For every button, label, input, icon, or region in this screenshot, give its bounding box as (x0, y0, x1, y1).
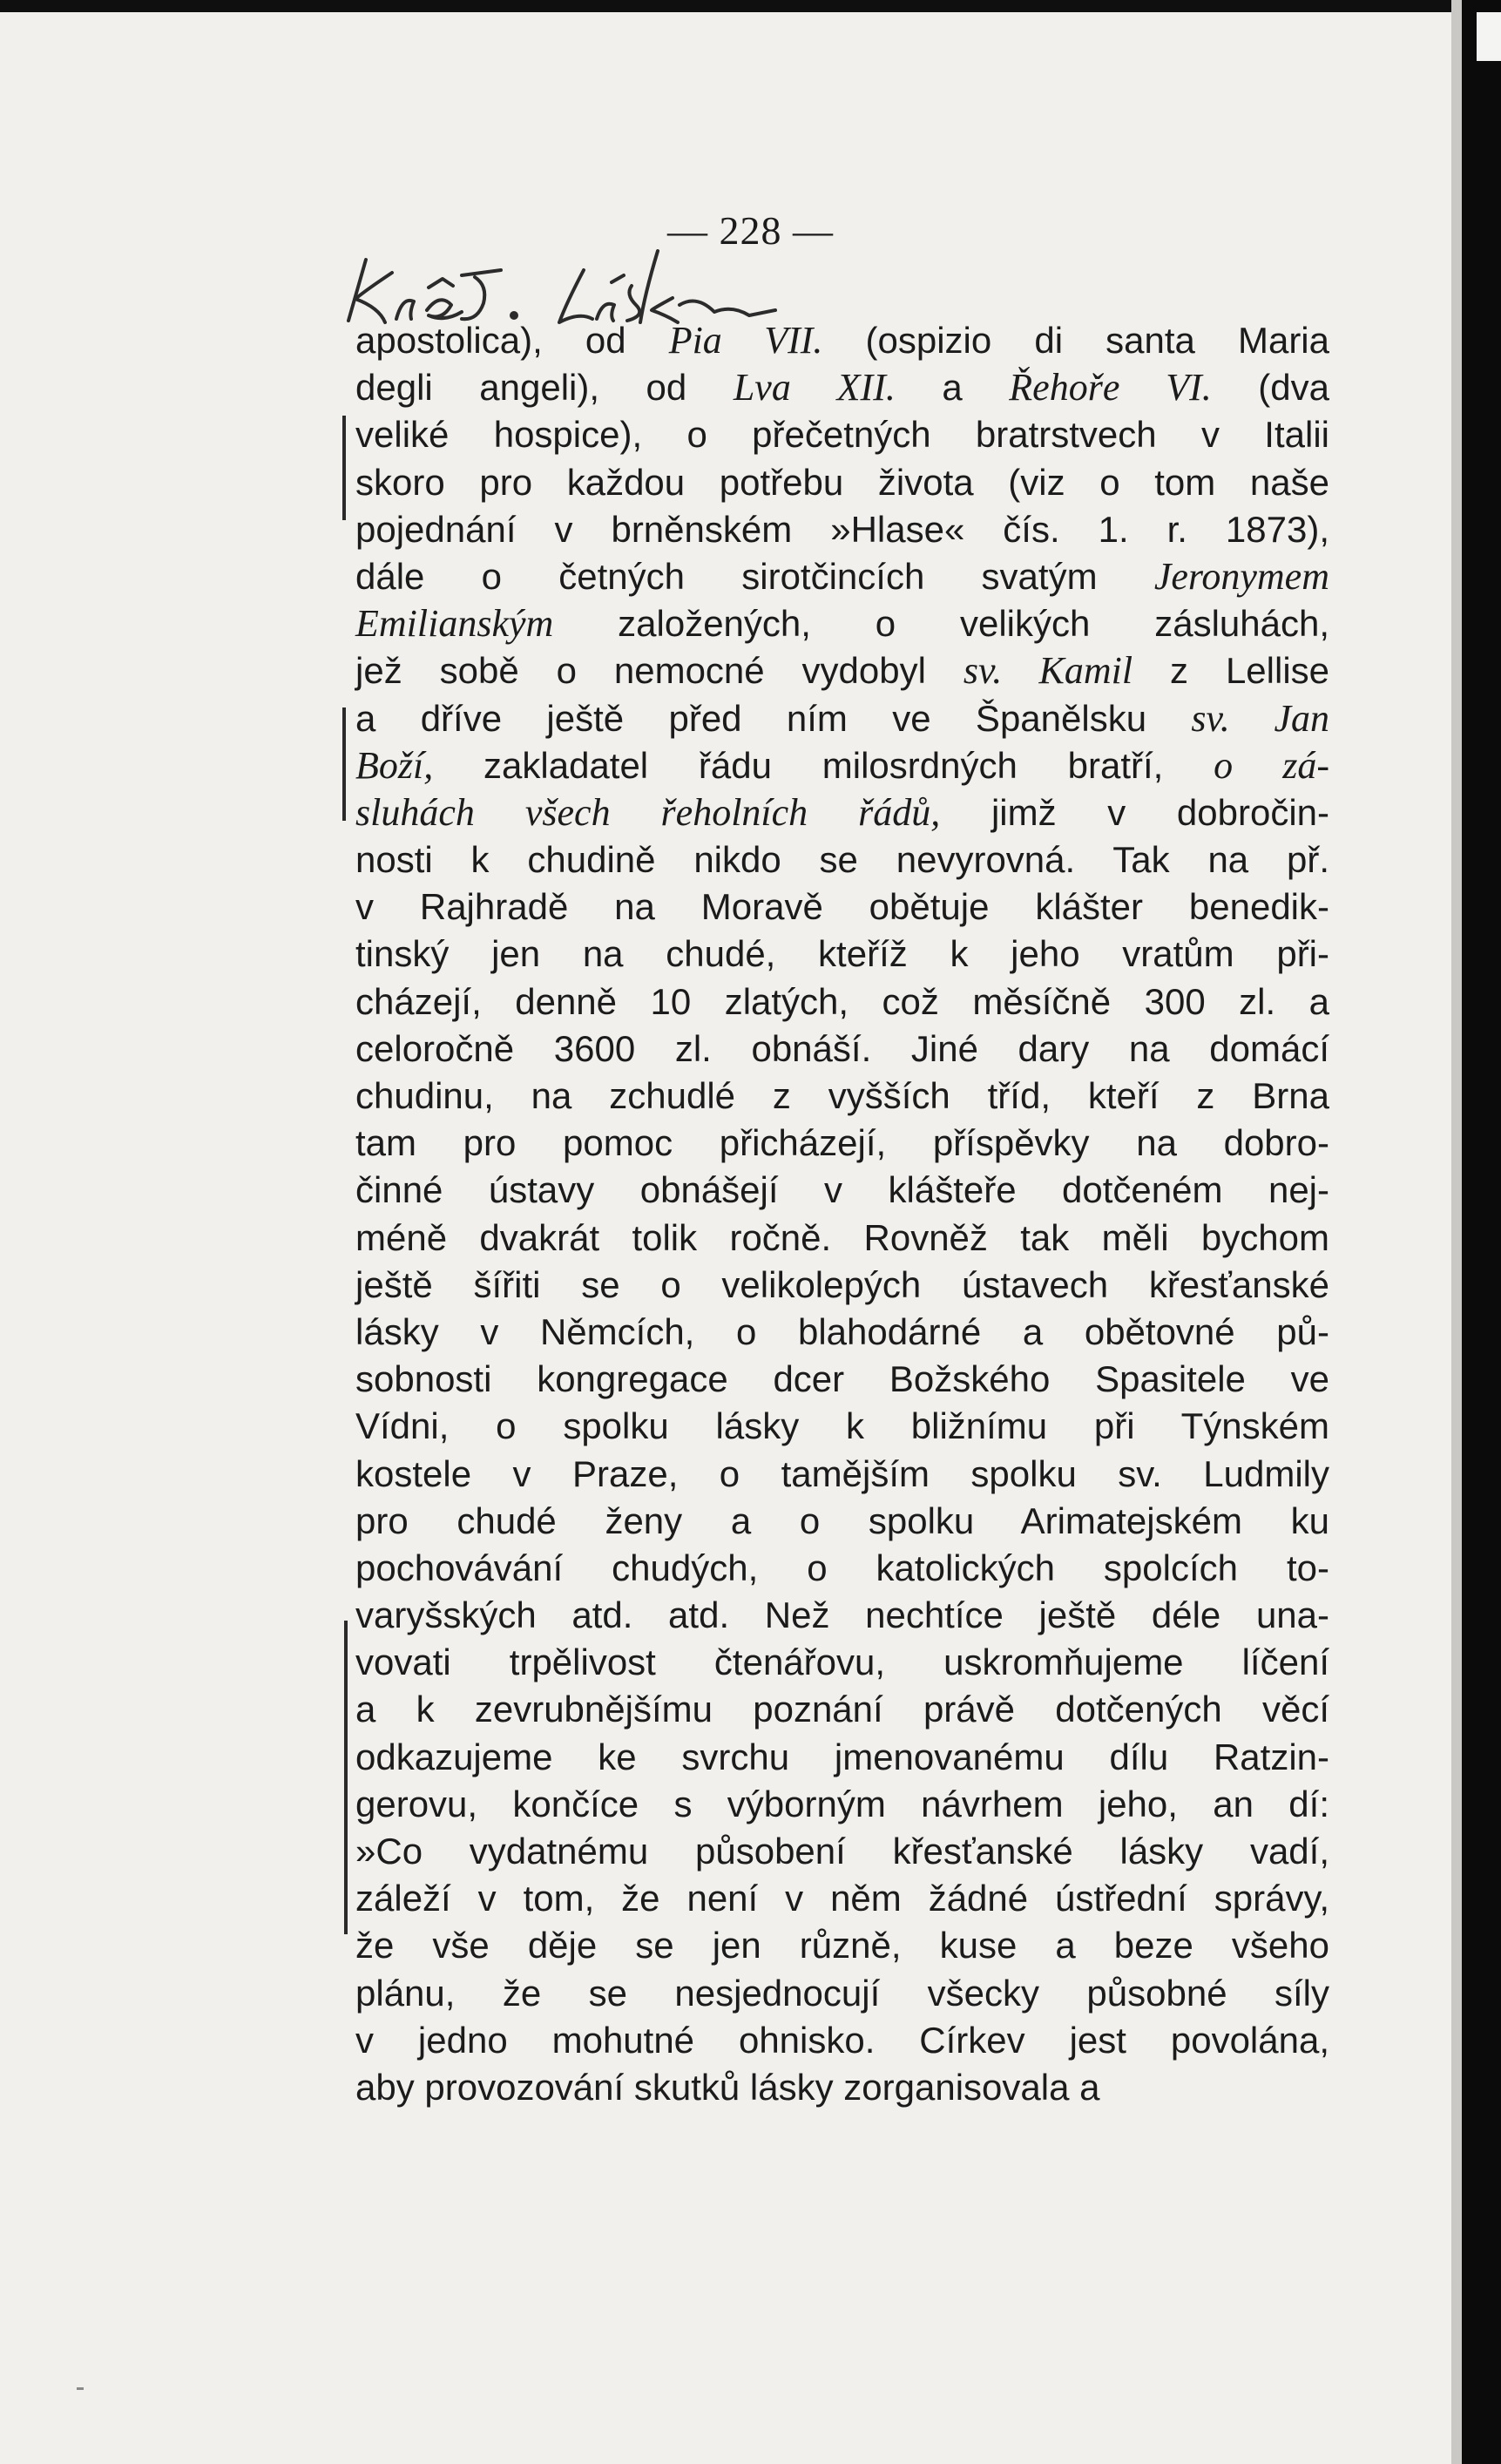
text-line (355, 1120, 1329, 1167)
margin-mark-3 (344, 1621, 348, 1934)
text-segment: méně dvakrát tolik ročně. Rovněž tak měli bychom (355, 1216, 1329, 1258)
text-line (355, 459, 1329, 506)
text-segment: pro chudé ženy a o spolku Arimatejském ku (355, 1499, 1329, 1541)
text-line (355, 1545, 1329, 1592)
scan-corner (1477, 12, 1501, 61)
italic-segment: Pia VII. (668, 319, 823, 362)
text-line (355, 1403, 1329, 1450)
text-segment: pochovávání chudých, o katolických spolcích to- (355, 1547, 1329, 1588)
italic-segment: sv. Kamil (963, 649, 1133, 693)
text-line (355, 789, 1329, 836)
scan-border-top (0, 0, 1501, 12)
pencil-mark (77, 2387, 84, 2390)
text-segment: nosti k chudině nikdo se nevyrovná. Tak na př. (355, 839, 1329, 881)
text-segment: založených, o velikých zásluhách, (553, 603, 1329, 645)
page-number: — 228 — (667, 208, 834, 253)
italic-segment: Emilianským (355, 602, 554, 646)
text-line (355, 411, 1329, 458)
italic-segment: Řehoře VI. (1009, 366, 1212, 410)
italic-segment: Boží, (355, 743, 434, 787)
text-line (355, 1498, 1329, 1545)
text-line (355, 883, 1329, 931)
text-segment: chudinu, na zchudlé z vyšších tříd, kteří z Brna (355, 1075, 1329, 1116)
text-line (355, 600, 1329, 647)
italic-segment: o zá- (1214, 743, 1329, 787)
text-segment: (dva (1211, 367, 1329, 409)
text-line (355, 647, 1329, 694)
text-segment: záleží v tom, že není v něm žádné ústřední správy, (355, 1878, 1329, 1919)
text-segment: apostolica), od (355, 320, 669, 361)
text-segment: varyšských atd. atd. Než nechtíce ještě déle una- (355, 1594, 1329, 1636)
text-segment: vovati trpělivost čtenářovu, uskromňujeme líčení (355, 1642, 1329, 1683)
text-line (355, 553, 1329, 600)
text-line (355, 364, 1329, 411)
text-line (355, 1970, 1329, 2017)
text-segment: pojednání v brněnském »Hlase« čís. 1. r. 1873), (355, 508, 1329, 550)
text-line (355, 742, 1329, 789)
text-line (355, 1686, 1329, 1733)
text-line (355, 1639, 1329, 1686)
text-segment: jimž v dobročin- (940, 791, 1329, 833)
italic-segment: sluhách všech řeholních řádů, (355, 790, 941, 834)
text-segment: gerovu, končíce s výborným návrhem jeho, an dí: (355, 1783, 1329, 1824)
text-line (355, 978, 1329, 1026)
text-segment: činné ústavy obnášejí v klášteře dotčeném nej- (355, 1169, 1329, 1211)
text-line (355, 1026, 1329, 1073)
text-segment: »Co vydatnému působení křesťanské lásky vadí, (355, 1831, 1329, 1872)
text-line (355, 1262, 1329, 1309)
text-segment: veliké hospice), o přečetných bratrstvech v Italii (355, 414, 1329, 456)
main-text-block (355, 317, 1329, 2111)
text-line (355, 2064, 1329, 2111)
italic-segment: Jeronymem (1153, 554, 1329, 598)
scan-page-gutter (1451, 0, 1462, 2464)
text-segment: a k zevrubnějšímu poznání právě dotčených věcí (355, 1689, 1329, 1730)
text-segment: skoro pro každou potřebu života (viz o tom naše (355, 461, 1329, 503)
text-line (355, 317, 1329, 364)
text-segment: a (895, 367, 1010, 409)
text-segment: aby provozování skutků lásky zorganisovala a (355, 2066, 1100, 2108)
text-line (355, 1875, 1329, 1922)
italic-segment: sv. Jan (1191, 696, 1329, 740)
text-line (355, 2017, 1329, 2064)
text-segment: že vše děje se jen různě, kuse a beze všeho (355, 1925, 1329, 1966)
text-line (355, 1922, 1329, 1969)
text-line (355, 1781, 1329, 1828)
text-line (355, 1309, 1329, 1356)
text-segment: (ospizio di santa Maria (822, 320, 1329, 361)
text-segment: dále o četných sirotčincích svatým (355, 555, 1154, 597)
text-segment: plánu, že se nesjednocují všecky působné síly (355, 1972, 1329, 2014)
text-segment: sobnosti kongregace dcer Božského Spasitele ve (355, 1358, 1329, 1400)
text-segment: v Rajhradě na Moravě obětuje klášter benedik- (355, 886, 1329, 928)
text-segment: lásky v Němcích, o blahodárné a obětovné pů- (355, 1310, 1329, 1352)
text-segment: Vídni, o spolku lásky k bližnímu při Týnském (355, 1405, 1329, 1447)
text-line (355, 1592, 1329, 1639)
text-line (355, 695, 1329, 742)
text-segment: a dříve ještě před ním ve Španělsku (355, 697, 1192, 739)
text-line (355, 1451, 1329, 1498)
text-line (355, 836, 1329, 883)
text-line (355, 1215, 1329, 1262)
text-line (355, 1356, 1329, 1403)
text-segment: ještě šířiti se o velikolepých ústavech křesťanské (355, 1263, 1329, 1305)
text-segment: jež sobě o nemocné vydobyl (355, 650, 963, 692)
text-line (355, 931, 1329, 978)
margin-mark-2 (342, 707, 346, 821)
margin-mark-1 (342, 416, 346, 520)
text-segment: v jedno mohutné ohnisko. Církev jest povolána, (355, 2019, 1329, 2061)
scan-border-right (1462, 0, 1501, 2464)
text-segment: zakladatel řádu milosrdných bratří, (433, 744, 1214, 786)
text-segment: celoročně 3600 zl. obnáší. Jiné dary na domácí (355, 1027, 1329, 1069)
text-segment: odkazujeme ke svrchu jmenovanému dílu Ratzin- (355, 1736, 1329, 1777)
text-segment: kostele v Praze, o tamějším spolku sv. Ludmily (355, 1452, 1329, 1494)
text-line (355, 1167, 1329, 1214)
text-line (355, 1734, 1329, 1781)
text-segment: cházejí, denně 10 zlatých, což měsíčně 300 zl. a (355, 980, 1329, 1022)
italic-segment: Lva XII. (733, 366, 896, 410)
text-segment: tinský jen na chudé, kteříž k jeho vratům při- (355, 933, 1329, 975)
text-line (355, 1828, 1329, 1875)
text-segment: z Lellise (1133, 650, 1330, 692)
text-segment: tam pro pomoc přicházejí, příspěvky na dobro- (355, 1122, 1329, 1164)
text-line (355, 1073, 1329, 1120)
text-segment: degli angeli), od (355, 367, 734, 409)
text-line (355, 506, 1329, 553)
